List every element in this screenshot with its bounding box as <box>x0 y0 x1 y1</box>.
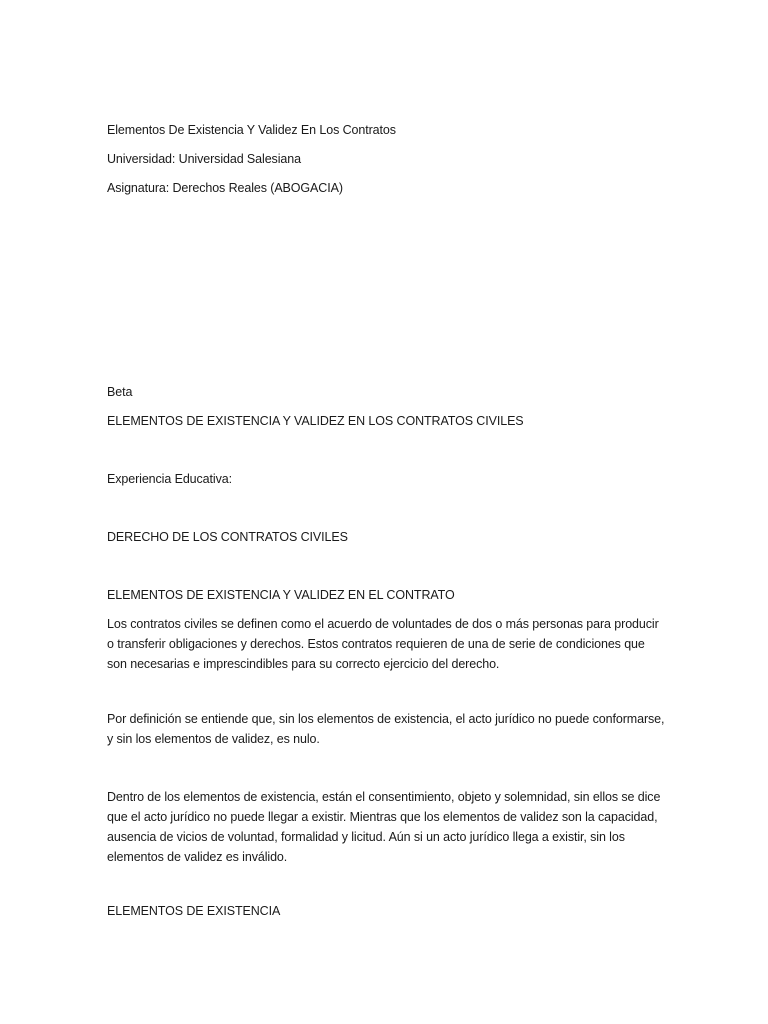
paragraph-nullity: Por definición se entiende que, sin los elementos de existencia, el acto jurídico no puede conformarse, y sin los elementos de validez, es nulo. <box>107 712 665 746</box>
beta-label: Beta <box>107 385 133 399</box>
paragraph-elements: Dentro de los elementos de existencia, están el consentimiento, objeto y solemnidad, sin ellos se dice que el acto jurídico no puede llegar a existir. Mientras que los elementos de validez son la capacidad, ausencia de vicios de voluntad, formalidad y licitud. Aún si un acto jurídico llega a existir, sin los elementos de validez es inválido. <box>107 790 661 864</box>
university-line: Universidad: Universidad Salesiana <box>107 152 301 166</box>
course-heading: DERECHO DE LOS CONTRATOS CIVILES <box>107 530 348 544</box>
subject-line: Asignatura: Derechos Reales (ABOGACIA) <box>107 181 343 195</box>
section-heading: ELEMENTOS DE EXISTENCIA Y VALIDEZ EN EL CONTRATO <box>107 588 455 602</box>
document-title: Elementos De Existencia Y Validez En Los Contratos <box>107 123 396 137</box>
experience-label: Experiencia Educativa: <box>107 472 232 486</box>
existence-heading: ELEMENTOS DE EXISTENCIA <box>107 904 281 918</box>
paragraph-definition: Los contratos civiles se definen como el acuerdo de voluntades de dos o más personas para producir o transferir obligaciones y derechos. Estos contratos requieren de una de serie de condiciones que son necesarias e imprescindibles para su correcto ejercicio del derecho. <box>107 617 659 671</box>
main-heading: ELEMENTOS DE EXISTENCIA Y VALIDEZ EN LOS CONTRATOS CIVILES <box>107 414 524 428</box>
